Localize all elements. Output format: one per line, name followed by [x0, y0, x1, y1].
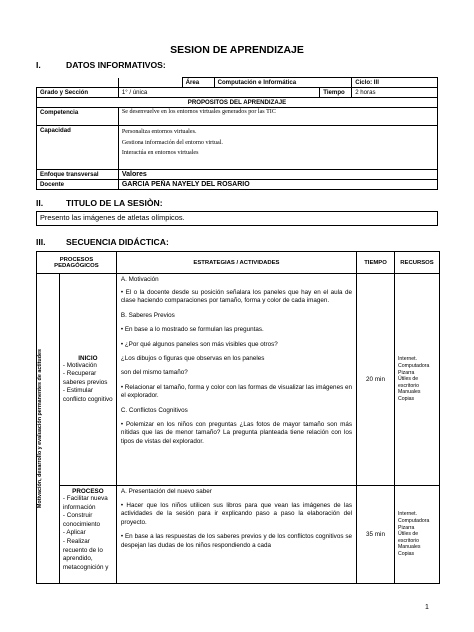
docente-label: Docente — [37, 180, 119, 190]
session-title-box — [36, 211, 438, 226]
proceso-activities — [116, 486, 356, 584]
resource-item: Manuales — [397, 389, 421, 396]
activity-line: A. Motivación — [120, 276, 159, 283]
propositos-heading: PROPOSITOS DEL APRENDIZAJE — [37, 98, 438, 108]
resource-item: Útiles de escritorio — [397, 376, 420, 389]
header-estrategias: ESTRATEGIAS / ACTIVIDADES — [116, 252, 356, 274]
activity-line: ¿Los dibujos o figuras que observas en los paneles — [120, 354, 265, 362]
header-recursos: RECURSOS — [394, 252, 439, 274]
resource-item: Pizarra — [397, 524, 415, 531]
section-heading-datos — [36, 60, 166, 70]
vertical-label-cell — [37, 274, 60, 584]
proceso-time: 35 min — [357, 486, 395, 584]
resource-item: Manuales — [397, 544, 421, 551]
section-label: TITULO DE LA SESIÒN: — [66, 198, 163, 208]
inicio-resources — [394, 274, 439, 486]
activity-line: A. Presentación del nuevo saber — [120, 488, 212, 495]
activity-line: • En base a las respuestas de los saberes previos y de los conflictos cognitivos se despejan las dudas de los niños respondiendo a cada — [120, 533, 353, 549]
proceso-item: - Realizar recuento de lo aprendido, metacognición y — [62, 537, 109, 571]
resource-item: Computadora — [397, 363, 430, 370]
activity-line: • ¿Por qué algunos paneles son más visibles que otros? — [120, 340, 278, 348]
section-label: SECUENCIA DIDÁCTICA: — [66, 237, 169, 247]
resource-item: Internet. — [397, 511, 418, 518]
activity-line: C. Conflictos Cognitivos — [120, 406, 188, 414]
inicio-item: - Recuperar saberes previos — [62, 370, 108, 386]
section-number: III. — [36, 237, 46, 247]
inicio-time: 20 min — [357, 274, 395, 486]
resource-item: Útiles de escritorio — [397, 531, 420, 544]
proceso-resources — [394, 486, 439, 584]
enfoque-value: Valores — [118, 170, 437, 180]
resource-item: Copias — [397, 550, 415, 557]
section-label: DATOS INFORMATIVOS: — [66, 60, 166, 70]
docente-value: GARCIA PEÑA NAYELY DEL ROSARIO — [118, 180, 437, 190]
proceso-item: - Aplicar — [62, 529, 86, 537]
activity-line: B. Saberes Previos — [120, 311, 175, 319]
inicio-cell — [59, 274, 116, 486]
ciclo-value: Ciclo: III — [352, 78, 438, 88]
grado-value: 1° / única — [118, 88, 319, 98]
activity-line: • El o la docente desde su posición señalara los paneles que hay en el aula de clase haciendo comparaciones por tamaño, forma y color de cada imagen. — [120, 288, 353, 305]
page-number: 1 — [425, 604, 429, 611]
area-value: Computación e Informática — [214, 78, 352, 88]
resource-item: Pizarra — [397, 369, 415, 376]
proceso-title: PROCESO — [72, 488, 104, 495]
activity-line: son del mismo tamaño? — [120, 369, 188, 377]
proceso-item: - Construir conocimiento — [62, 512, 101, 528]
inicio-title: INICIO — [78, 354, 98, 362]
activity-line: • Relacionar el tamaño, forma y color con las formas de visualizar las imágenes en el explorador. — [120, 383, 353, 400]
tiempo-value: 2 horas — [352, 88, 438, 98]
header-procesos: PROCESOS PEDAGÓGICOS — [37, 252, 117, 274]
inicio-item: - Motivación — [62, 361, 97, 369]
enfoque-label: Enfoque transversal — [37, 170, 119, 180]
proceso-cell — [59, 486, 116, 584]
resource-item: Copias — [397, 395, 415, 402]
area-label: Área — [182, 78, 214, 88]
tiempo-label: Tiempo — [320, 88, 352, 98]
activity-line: • Polemizar en los niños con preguntas ¿Las fotos de mayor tamaño son más nítidas que las de menor tamaño? La pregunta planteada tiene relación con los tipos de vistas del explorador. — [120, 420, 353, 445]
capacidad-item: Interactúa en entornos virtuales — [121, 150, 199, 156]
resource-item: Internet. — [397, 356, 418, 363]
capacidad-label: Capacidad — [37, 126, 119, 170]
activity-line: • En base a lo mostrado se formulan las preguntas. — [120, 326, 264, 334]
capacidad-list — [118, 126, 437, 170]
capacidad-item: Personaliza entornos virtuales. — [121, 129, 197, 135]
info-table — [36, 77, 438, 190]
competencia-label: Competencia — [37, 108, 119, 126]
sequence-table — [36, 251, 440, 584]
activity-line: • Hacer que los niños utilicen sus libros para que vean las imágenes de las actividades de la sesión para ir explicando paso a paso la elaboración del proyecto. — [120, 501, 353, 526]
vertical-label: Motivación, desarrollo y evaluación permanentes de actitudes — [37, 348, 43, 509]
grado-label: Grado y Sección — [37, 88, 119, 98]
page-title: SESION DE APRENDIZAJE — [170, 44, 304, 56]
session-title-value: Presento las imágenes de atletas olímpicos. — [37, 212, 438, 226]
capacidad-item: Gestiona información del entorno virtual. — [121, 139, 223, 146]
section-heading-secuencia — [36, 237, 169, 247]
inicio-item: - Estimular conflicto cognitivo — [62, 387, 113, 403]
section-number: I. — [36, 60, 41, 70]
competencia-value: Se desenvuelve en los entornos virtuales generados por las TIC — [118, 108, 437, 126]
header-tiempo: TIEMPO — [357, 252, 395, 274]
inicio-activities — [116, 274, 356, 486]
section-number: II. — [36, 198, 44, 208]
resource-item: Computadora — [397, 518, 430, 525]
proceso-item: - Facilitar nueva información — [62, 495, 108, 511]
section-heading-titulo — [36, 198, 163, 208]
